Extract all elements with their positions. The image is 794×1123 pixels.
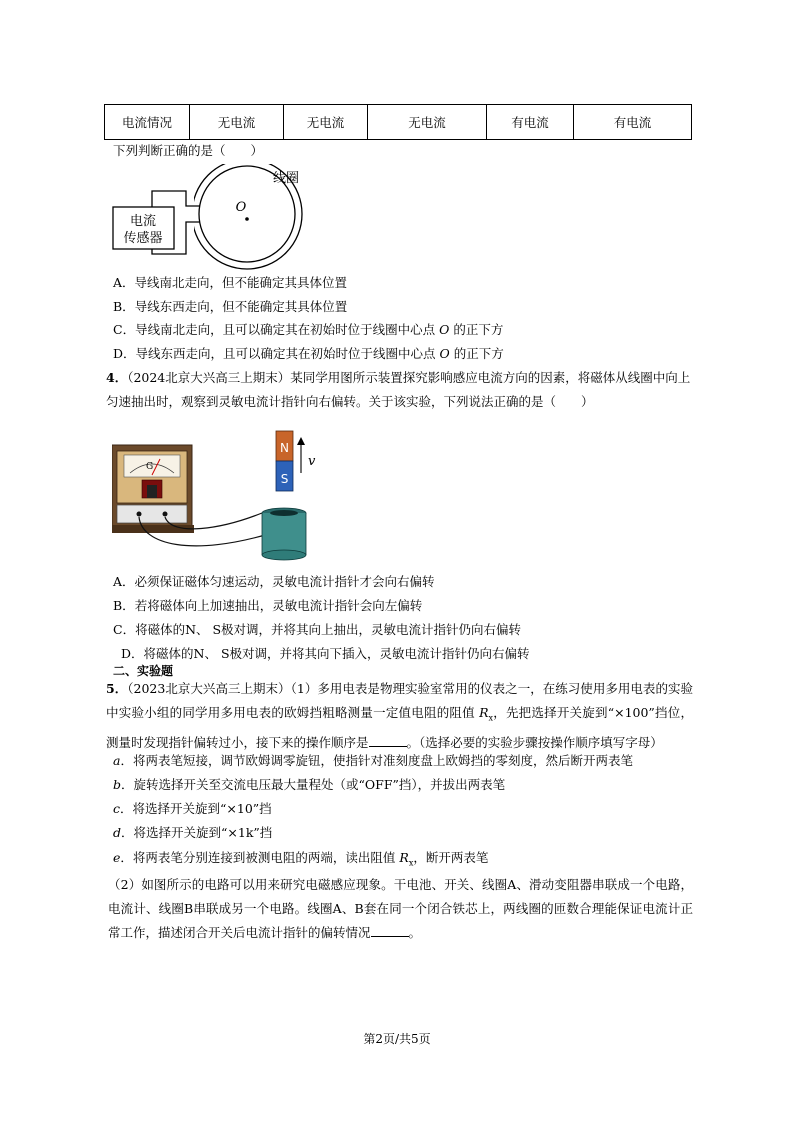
q3-prompt: 下列判断正确的是（ ） xyxy=(113,143,264,158)
coil-label: 线圈 xyxy=(273,171,300,186)
q5-paragraph-2: （2）如图所示的电路可以用来研究电磁感应现象。干电池、开关、线圈A、滑动变阻器串联成一个电路，电流计、线圈B串联成另一个电路。线圈A、B套在同一个闭合铁芯上，两线圈的匝数合理能保证电流计正常工作，描述闭合开关后电流计指针的偏转情况 。 xyxy=(108,877,693,940)
q4-option-d: D．将磁体的N、 S极对调，并将其向下插入，灵敏电流计指针仍向右偏转 xyxy=(121,646,530,661)
q4-option-a: A．必须保证磁体匀速运动，灵敏电流计指针才会向右偏转 xyxy=(113,574,435,589)
q5-paragraph-1: 5．（2023北京大兴高三上期末）（1）多用电表是物理实验室常用的仪表之一，在练习使用多用电表的实验中实验小组的同学用多用电表的欧姆挡粗略测量一定值电阻的阻值 $R_x$，先把选择开关旋到“×100”挡位，测量时发现指针偏转过小，接下来的操作顺序是 。（选择必要的实验步骤按操作顺序填写字母） xyxy=(106,681,693,750)
center-point xyxy=(245,217,249,221)
current-table xyxy=(104,104,692,140)
q5-step-a: a．将两表笔短接，调节欧姆调零旋钮，使指针对准刻度盘上欧姆挡的零刻度，然后断开两表笔 xyxy=(113,753,633,768)
galvanometer-label: G xyxy=(146,462,154,472)
solenoid-coil xyxy=(262,513,306,555)
table-cell: 有电流 xyxy=(487,105,574,140)
table-cell: 无电流 xyxy=(284,105,368,140)
q5-step-e: e．将两表笔分别连接到被测电阻的两端，读出阻值 $R_x$，断开两表笔 xyxy=(113,850,489,868)
table-row xyxy=(105,105,692,140)
q3-option-d: D．导线东西走向，且可以确定其在初始时位于线圈中心点 O 的正下方 xyxy=(113,346,504,361)
terminal-left xyxy=(137,512,142,517)
answer-blank-2[interactable] xyxy=(371,924,409,937)
q4-stem-line-1: 4．（2024北京大兴高三上期末）某同学用图所示装置探究影响感应电流方向的因素，将磁体从线圈中向上 xyxy=(106,370,691,385)
coil-sensor-figure xyxy=(108,164,308,272)
page-footer: 第2页/共5页 xyxy=(363,1032,431,1046)
table-cell: 无电流 xyxy=(368,105,487,140)
section-heading: 二、实验题 xyxy=(113,664,174,678)
terminal-panel xyxy=(117,505,187,523)
q4-option-b: B．若将磁体向上加速抽出，灵敏电流计指针会向左偏转 xyxy=(113,598,423,613)
table-header-cell: 电流情况 xyxy=(105,105,190,140)
q3-option-c: C．导线南北走向，且可以确定其在初始时位于线圈中心点 O 的正下方 xyxy=(113,322,504,337)
q5-step-d: d．将选择开关旋到“×1k”挡 xyxy=(113,825,273,840)
terminal-right xyxy=(163,512,168,517)
q5-step-b: b．旋转选择开关至交流电压最大量程处（或“OFF”挡），并拔出两表笔 xyxy=(113,777,506,792)
q3-option-b: B．导线东西走向，但不能确定其具体位置 xyxy=(113,299,348,314)
q5-step-c: c．将选择开关旋到“×10”挡 xyxy=(113,801,272,816)
north-label: N xyxy=(280,441,289,455)
sensor-label-1: 电流 xyxy=(129,214,157,229)
table-cell: 无电流 xyxy=(190,105,284,140)
center-label: O xyxy=(235,200,247,215)
answer-blank-1[interactable] xyxy=(369,734,407,747)
sensor-label-2: 传感器 xyxy=(123,231,163,246)
south-label: S xyxy=(280,472,289,486)
q4-stem-line-2: 匀速抽出时，观察到灵敏电流计指针向右偏转。关于该实验，下列说法正确的是（ ） xyxy=(106,394,594,409)
table-cell: 有电流 xyxy=(574,105,692,140)
q4-option-c: C．将磁体的N、 S极对调，并将其向上抽出，灵敏电流计指针仍向右偏转 xyxy=(113,622,522,637)
galvanometer-magnet-figure xyxy=(112,425,342,565)
q3-option-a: A．导线南北走向，但不能确定其具体位置 xyxy=(113,275,348,290)
velocity-label: v xyxy=(308,454,316,469)
